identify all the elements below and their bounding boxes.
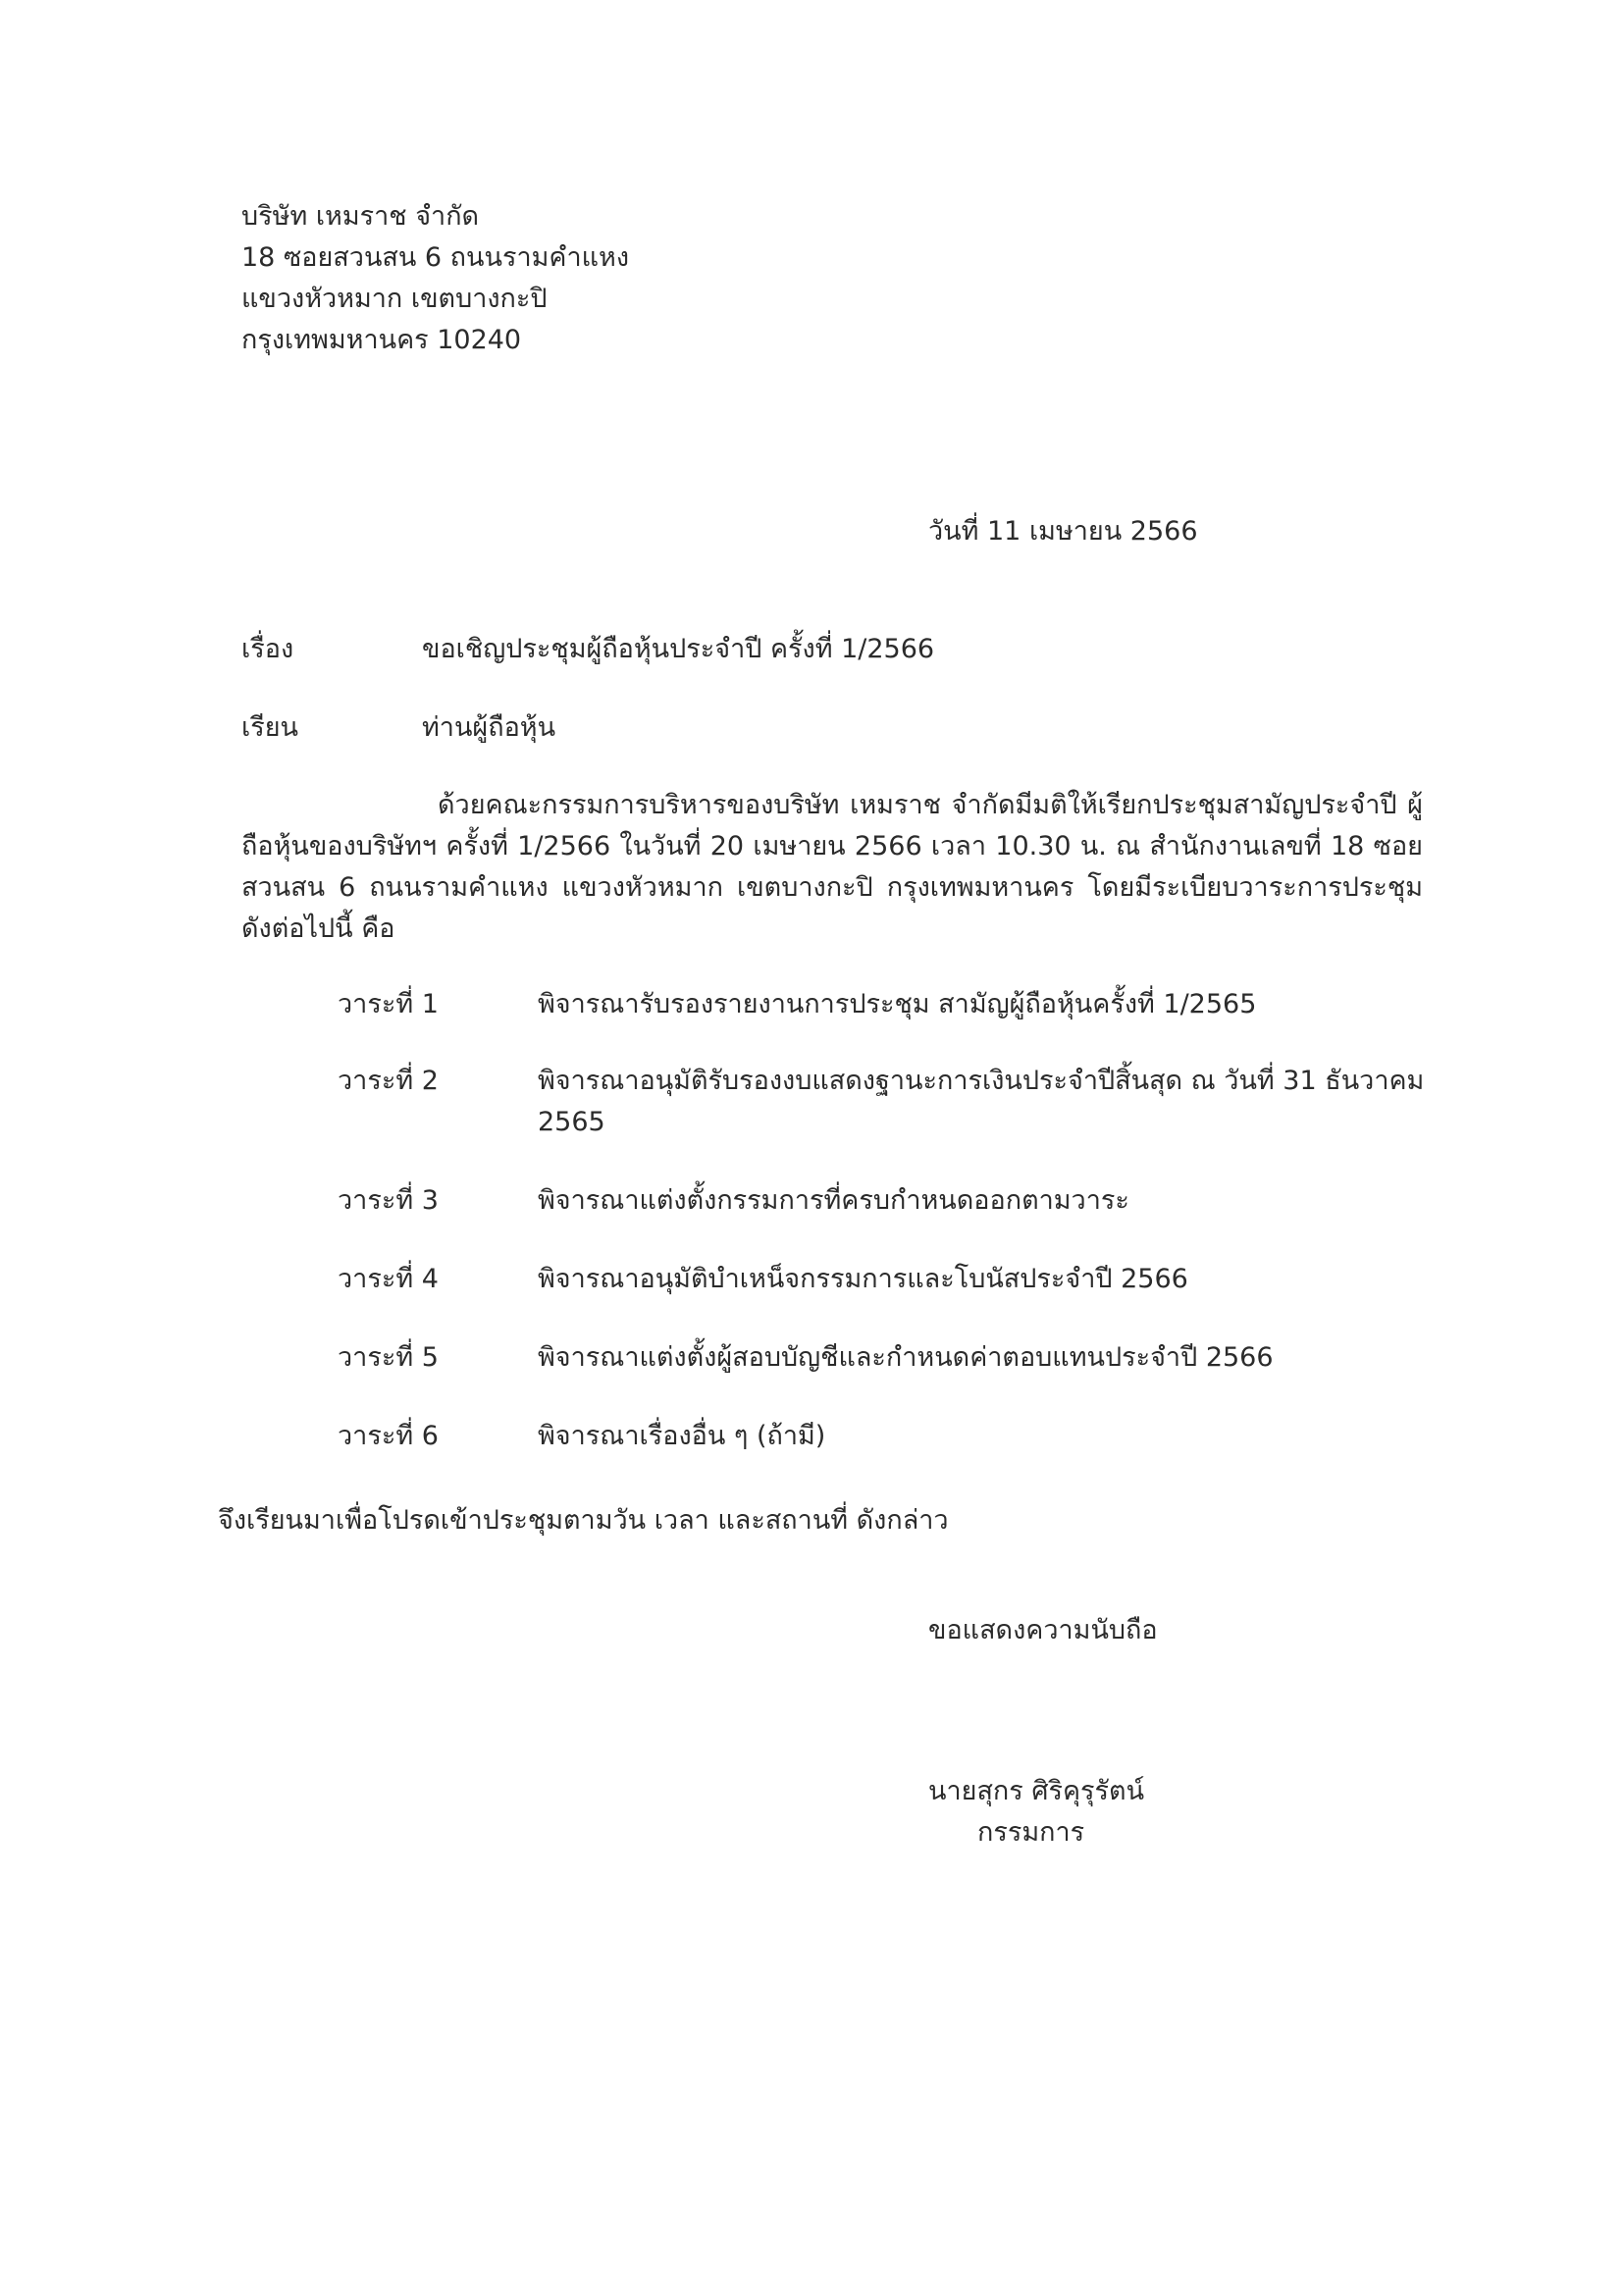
recipient-label: เรียน	[241, 712, 299, 743]
agenda-item-line: พิจารณาแต่งตั้งผู้สอบบัญชีและกำหนดค่าตอบแทนประจำปี 2566	[538, 1342, 1274, 1373]
sender-address-line: แขวงหัวหมาก เขตบางกะปิ	[241, 284, 548, 314]
agenda-item-label: วาระที่ 4	[338, 1264, 439, 1294]
agenda-item-text	[538, 1181, 1129, 1221]
agenda-item-text	[538, 1062, 1424, 1142]
subject-text: ขอเชิญประชุมผู้ถือหุ้นประจำปี ครั้งที่ 1/2566	[422, 634, 935, 664]
agenda-item-text	[538, 1338, 1274, 1378]
body-line: ถือหุ้นของบริษัทฯ ครั้งที่ 1/2566 ในวันที่ 20 เมษายน 2566 เวลา 10.30 น. ณ สำนักงานเลขที่ 18 ซอย	[241, 831, 1423, 861]
letter-date: วันที่ 11 เมษายน 2566	[928, 516, 1198, 547]
agenda-item-label: วาระที่ 6	[338, 1421, 439, 1451]
agenda-item-text	[538, 1260, 1188, 1299]
sender-address	[241, 196, 629, 361]
agenda-item-line: พิจารณาแต่งตั้งกรรมการที่ครบกำหนดออกตามวาระ	[538, 1185, 1129, 1216]
signer-title: กรรมการ	[977, 1817, 1085, 1848]
sender-address-line: กรุงเทพมหานคร 10240	[241, 325, 522, 355]
agenda-item-line: 2565	[538, 1107, 605, 1137]
complimentary-close: ขอแสดงความนับถือ	[928, 1615, 1158, 1645]
subject-label: เรื่อง	[241, 634, 294, 664]
closing-sentence: จึงเรียนมาเพื่อโปรดเข้าประชุมตามวัน เวลา และสถานที่ ดังกล่าว	[218, 1505, 949, 1536]
body-paragraph	[241, 785, 1423, 950]
agenda-item-line: พิจารณาอนุมัติบำเหน็จกรรมการและโบนัสประจำปี 2566	[538, 1264, 1188, 1294]
agenda-item-line: พิจารณาอนุมัติรับรองงบแสดงฐานะการเงินประจำปีสิ้นสุด ณ วันที่ 31 ธันวาคม	[538, 1066, 1425, 1096]
agenda-item-text	[538, 1417, 825, 1456]
agenda-item-text	[538, 985, 1256, 1024]
agenda-item-label: วาระที่ 3	[338, 1185, 439, 1216]
body-line: ดังต่อไปนี้ คือ	[241, 913, 395, 944]
agenda-item-line: พิจารณาเรื่องอื่น ๆ (ถ้ามี)	[538, 1421, 826, 1451]
sender-address-line: 18 ซอยสวนสน 6 ถนนรามคำแหง	[241, 242, 630, 273]
agenda-item-label: วาระที่ 2	[338, 1066, 439, 1096]
agenda-item-label: วาระที่ 5	[338, 1342, 439, 1373]
sender-address-line: บริษัท เหมราช จำกัด	[241, 201, 480, 232]
body-line: ด้วยคณะกรรมการบริหารของบริษัท เหมราช จำกัดมีมติให้เรียกประชุมสามัญประจำปี ผู้	[438, 790, 1423, 820]
agenda-item-label: วาระที่ 1	[338, 989, 439, 1019]
signer-name: นายสุกร ศิริคุรุรัตน์	[928, 1776, 1145, 1806]
agenda-item-line: พิจารณารับรองรายงานการประชุม สามัญผู้ถือหุ้นครั้งที่ 1/2565	[538, 989, 1257, 1019]
body-line: สวนสน 6 ถนนรามคำแหง แขวงหัวหมาก เขตบางกะปิ กรุงเทพมหานคร โดยมีระเบียบวาระการประชุม	[241, 872, 1423, 903]
recipient-text: ท่านผู้ถือหุ้น	[422, 712, 556, 743]
